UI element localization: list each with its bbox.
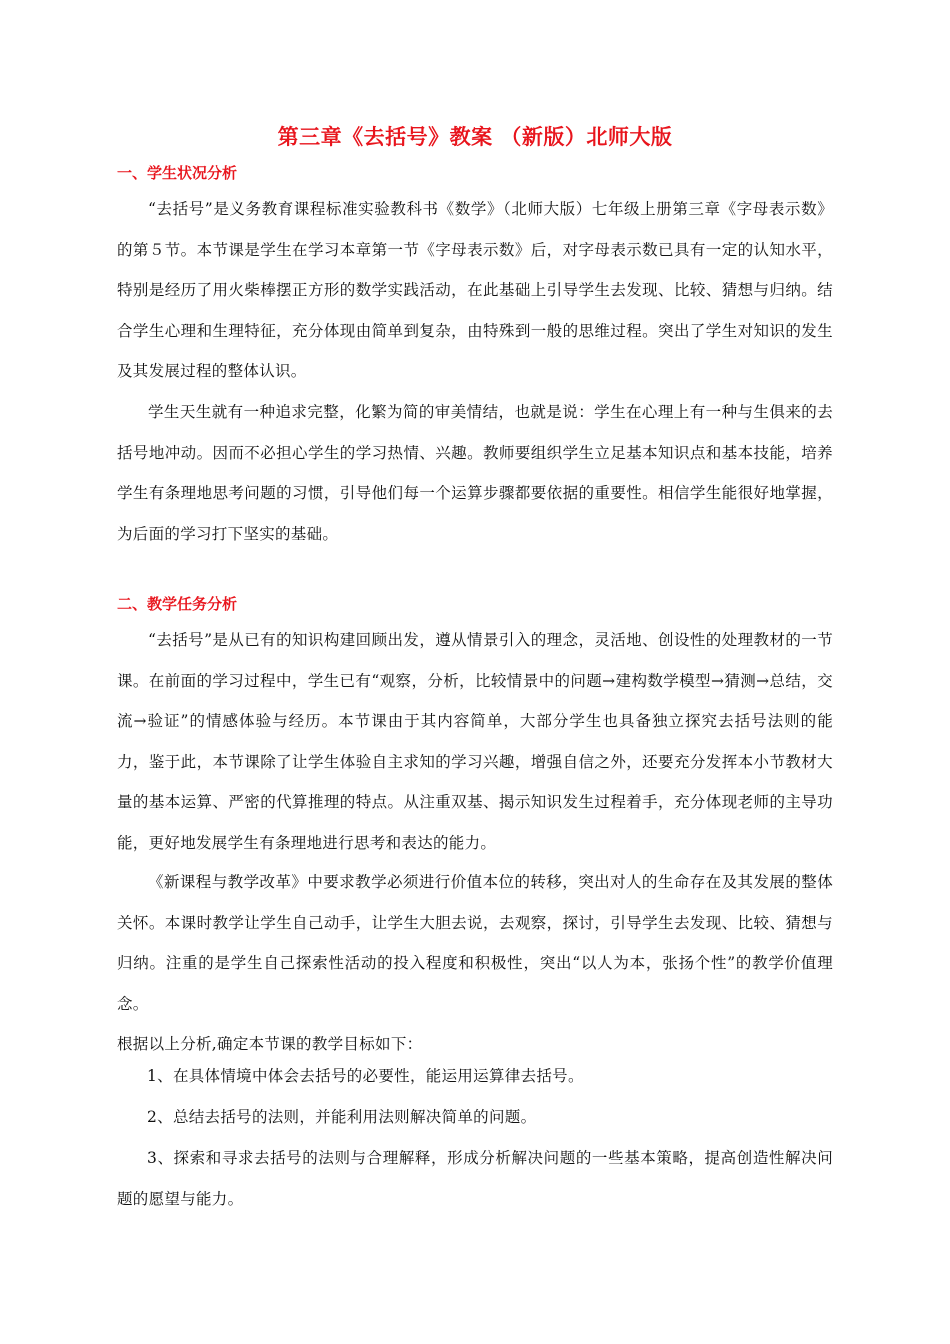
goals-intro-line: 根据以上分析,确定本节课的教学目标如下：: [117, 1035, 423, 1053]
goal-item-1: 1、在具体情境中体会去括号的必要性，能运用运算律去括号。: [147, 1067, 584, 1085]
document-title: 第三章《去括号》教案 （新版）北师大版: [277, 125, 673, 149]
section-heading-student-analysis: 一、学生状况分析: [117, 164, 238, 182]
paragraph-student-analysis-1: “去括号”是义务教育课程标准实验教科书《数学》（北师大版）七年级上册第三章《字母表示数》的第５节。本节课是学生在学习本章第一节《字母表示数》后，对字母表示数已具有一定的认知水平，特别是经历了用火柴棒摆正方形的数学实践活动，在此基础上引导学生去发现、比较、猜想与归纳。结合学生心理和生理特征，充分体现由简单到复杂，由特殊到一般的思维过程。突出了学生对知识的发生及其发展过程的整体认识。: [117, 200, 833, 380]
paragraph-task-analysis-2: 《新课程与教学改革》中要求教学必须进行价值本位的转移，突出对人的生命存在及其发展的整体关怀。本课时教学让学生自己动手，让学生大胆去说，去观察，探讨，引导学生去发现、比较、猜想与归纳。注重的是学生自己探索性活动的投入程度和积极性，突出“以人为本，张扬个性”的教学价值理念。: [117, 873, 833, 1013]
paragraph-student-analysis-2: 学生天生就有一种追求完整，化繁为简的审美情结，也就是说：学生在心理上有一种与生俱来的去括号地冲动。因而不必担心学生的学习热情、兴趣。教师要组织学生立足基本知识点和基本技能，培养学生有条理地思考问题的习惯，引导他们每一个运算步骤都要依据的重要性。相信学生能很好地掌握，为后面的学习打下坚实的基础。: [117, 403, 833, 543]
goal-item-3: 3、探索和寻求去括号的法则与合理解释，形成分析解决问题的一些基本策略，提高创造性解决问题的愿望与能力。: [117, 1149, 833, 1208]
section-heading-task-analysis: 二、教学任务分析: [117, 595, 238, 613]
goal-item-2: 2、总结去括号的法则，并能利用法则解决简单的问题。: [147, 1108, 537, 1126]
paragraph-task-analysis-1: “去括号”是从已有的知识构建回顾出发，遵从情景引入的理念，灵活地、创设性的处理教材的一节课。在前面的学习过程中，学生已有“观察，分析，比较情景中的问题→建构数学模型→猜测→总结，交流→验证”的情感体验与经历。本节课由于其内容简单，大部分学生也具备独立探究去括号法则的能力，鉴于此，本节课除了让学生体验自主求知的学习兴趣，增强自信之外，还要充分发挥本小节教材大量的基本运算、严密的代算推理的特点。从注重双基、揭示知识发生过程着手，充分体现老师的主导功能，更好地发展学生有条理地进行思考和表达的能力。: [117, 631, 833, 852]
